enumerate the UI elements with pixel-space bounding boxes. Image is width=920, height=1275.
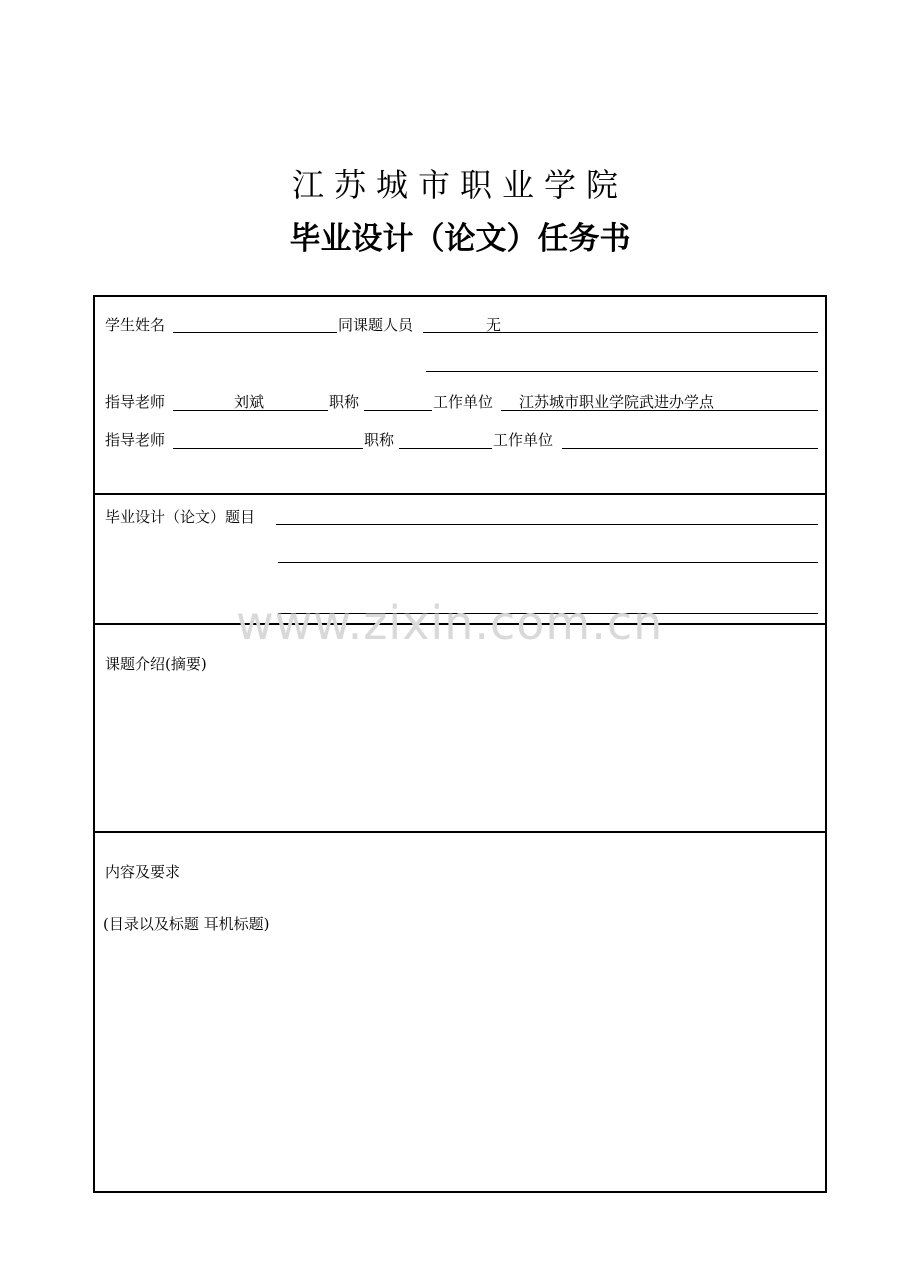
advisor1-label: 指导老师 bbox=[105, 393, 166, 411]
title2-field[interactable] bbox=[399, 448, 492, 449]
intro-label: 课题介绍(摘要) bbox=[105, 655, 207, 673]
unit1-label: 工作单位 bbox=[433, 393, 494, 411]
student-name-label: 学生姓名 bbox=[105, 316, 166, 334]
title1-field[interactable] bbox=[364, 410, 432, 411]
info-section bbox=[95, 297, 825, 495]
topic-label: 毕业设计（论文）题目 bbox=[105, 508, 256, 526]
advisor1-value: 刘斌 bbox=[234, 393, 265, 411]
content-note: (目录以及标题 耳机标题) bbox=[103, 915, 270, 933]
unit2-field[interactable] bbox=[562, 448, 818, 449]
unit1-value: 江苏城市职业学院武进办学点 bbox=[519, 393, 715, 411]
topic-field-line1[interactable] bbox=[276, 524, 818, 525]
advisor2-label: 指导老师 bbox=[105, 431, 166, 449]
document-title: 毕业设计（论文）任务书 bbox=[289, 221, 631, 257]
watermark-text: www.zixin.com.cn bbox=[236, 596, 664, 650]
co-members-field-line2[interactable] bbox=[426, 371, 818, 372]
title2-label: 职称 bbox=[364, 431, 395, 449]
co-members-field[interactable] bbox=[423, 332, 818, 333]
unit2-label: 工作单位 bbox=[493, 431, 554, 449]
intro-section bbox=[95, 623, 825, 833]
student-name-field[interactable] bbox=[173, 332, 337, 333]
content-section bbox=[95, 831, 825, 1191]
task-form bbox=[93, 295, 827, 1193]
school-name: 江苏城市职业学院 bbox=[291, 166, 628, 204]
co-members-label: 同课题人员 bbox=[338, 316, 414, 334]
advisor2-field[interactable] bbox=[173, 448, 363, 449]
topic-field-line2[interactable] bbox=[278, 562, 818, 563]
co-members-value: 无 bbox=[486, 316, 502, 334]
content-label: 内容及要求 bbox=[105, 863, 181, 881]
title1-label: 职称 bbox=[329, 393, 360, 411]
